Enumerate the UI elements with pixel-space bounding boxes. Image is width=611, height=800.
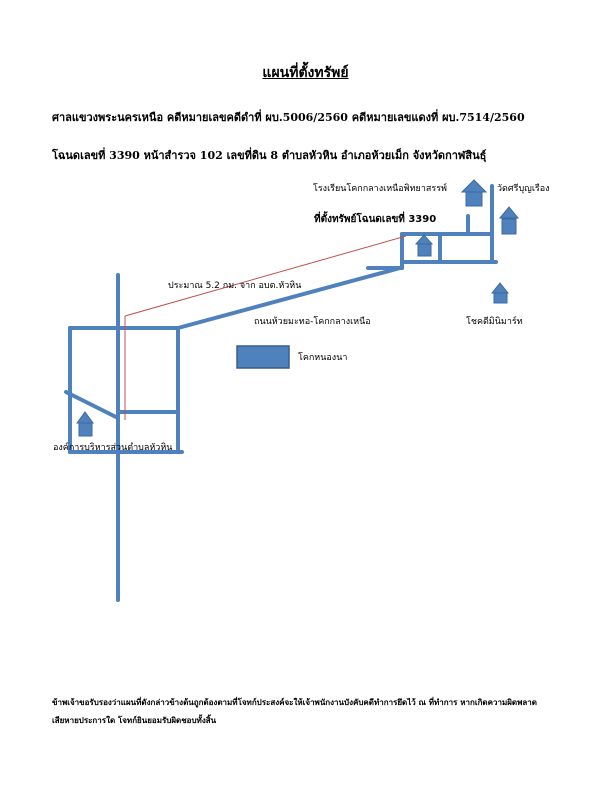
pond-marker bbox=[237, 346, 289, 368]
temple-marker bbox=[500, 207, 518, 234]
school-marker bbox=[462, 180, 486, 206]
property-marker bbox=[416, 235, 432, 256]
pond-label: โคกหนองนา bbox=[298, 353, 348, 363]
temple-label: วัดศรีบุญเรือง bbox=[497, 184, 550, 194]
road-name-label: ถนนห้วยมะทอ-โคกกลางเหนือ bbox=[254, 317, 371, 327]
store-label: โชคดีมินิมาร์ท bbox=[466, 317, 523, 327]
title-deed-line: โฉนดเลขที่ 3390 หน้าสำรวจ 102 เลขที่ดิน 8 ตำบลหัวหิน อำเภอห้วยเม็ก จังหวัดกาฬสินธุ์ bbox=[52, 149, 487, 162]
court-case-line: ศาลแขวงพระนครเหนือ คดีหมายเลขคดีดำที่ ผบ.5006/2560 คดีหมายเลขแดงที่ ผบ.7514/2560 bbox=[52, 111, 525, 124]
school-label: โรงเรียนโคกกลางเหนือพิทยาสรรพ์ bbox=[313, 184, 447, 194]
road-diagonal-left bbox=[66, 392, 118, 418]
sao-label: องค์การบริหารส่วนตำบลหัวหิน bbox=[53, 443, 173, 453]
disclaimer-text: ข้าพเจ้าขอรับรองว่าแผนที่ดังกล่าวข้างต้นถูกต้องตามที่โจทก์ประสงค์จะให้เจ้าพนักงานบังคับคดีทำการยึดไว้ ณ ที่ทำการ หากเกิดความผิดพลาดเสียหายประการใด โจทก์ยินยอมรับผิดชอบทั้งสิ้น bbox=[52, 698, 537, 725]
page-title: แผนที่ตั้งทรัพย์ bbox=[262, 65, 349, 81]
store-marker bbox=[492, 283, 508, 303]
distance-label: ประมาณ 5.2 กม. จาก อบต.หัวหิน bbox=[168, 281, 302, 291]
property-label: ที่ตั้งทรัพย์โฉนดเลขที่ 3390 bbox=[314, 214, 437, 225]
sao-marker bbox=[77, 412, 93, 436]
